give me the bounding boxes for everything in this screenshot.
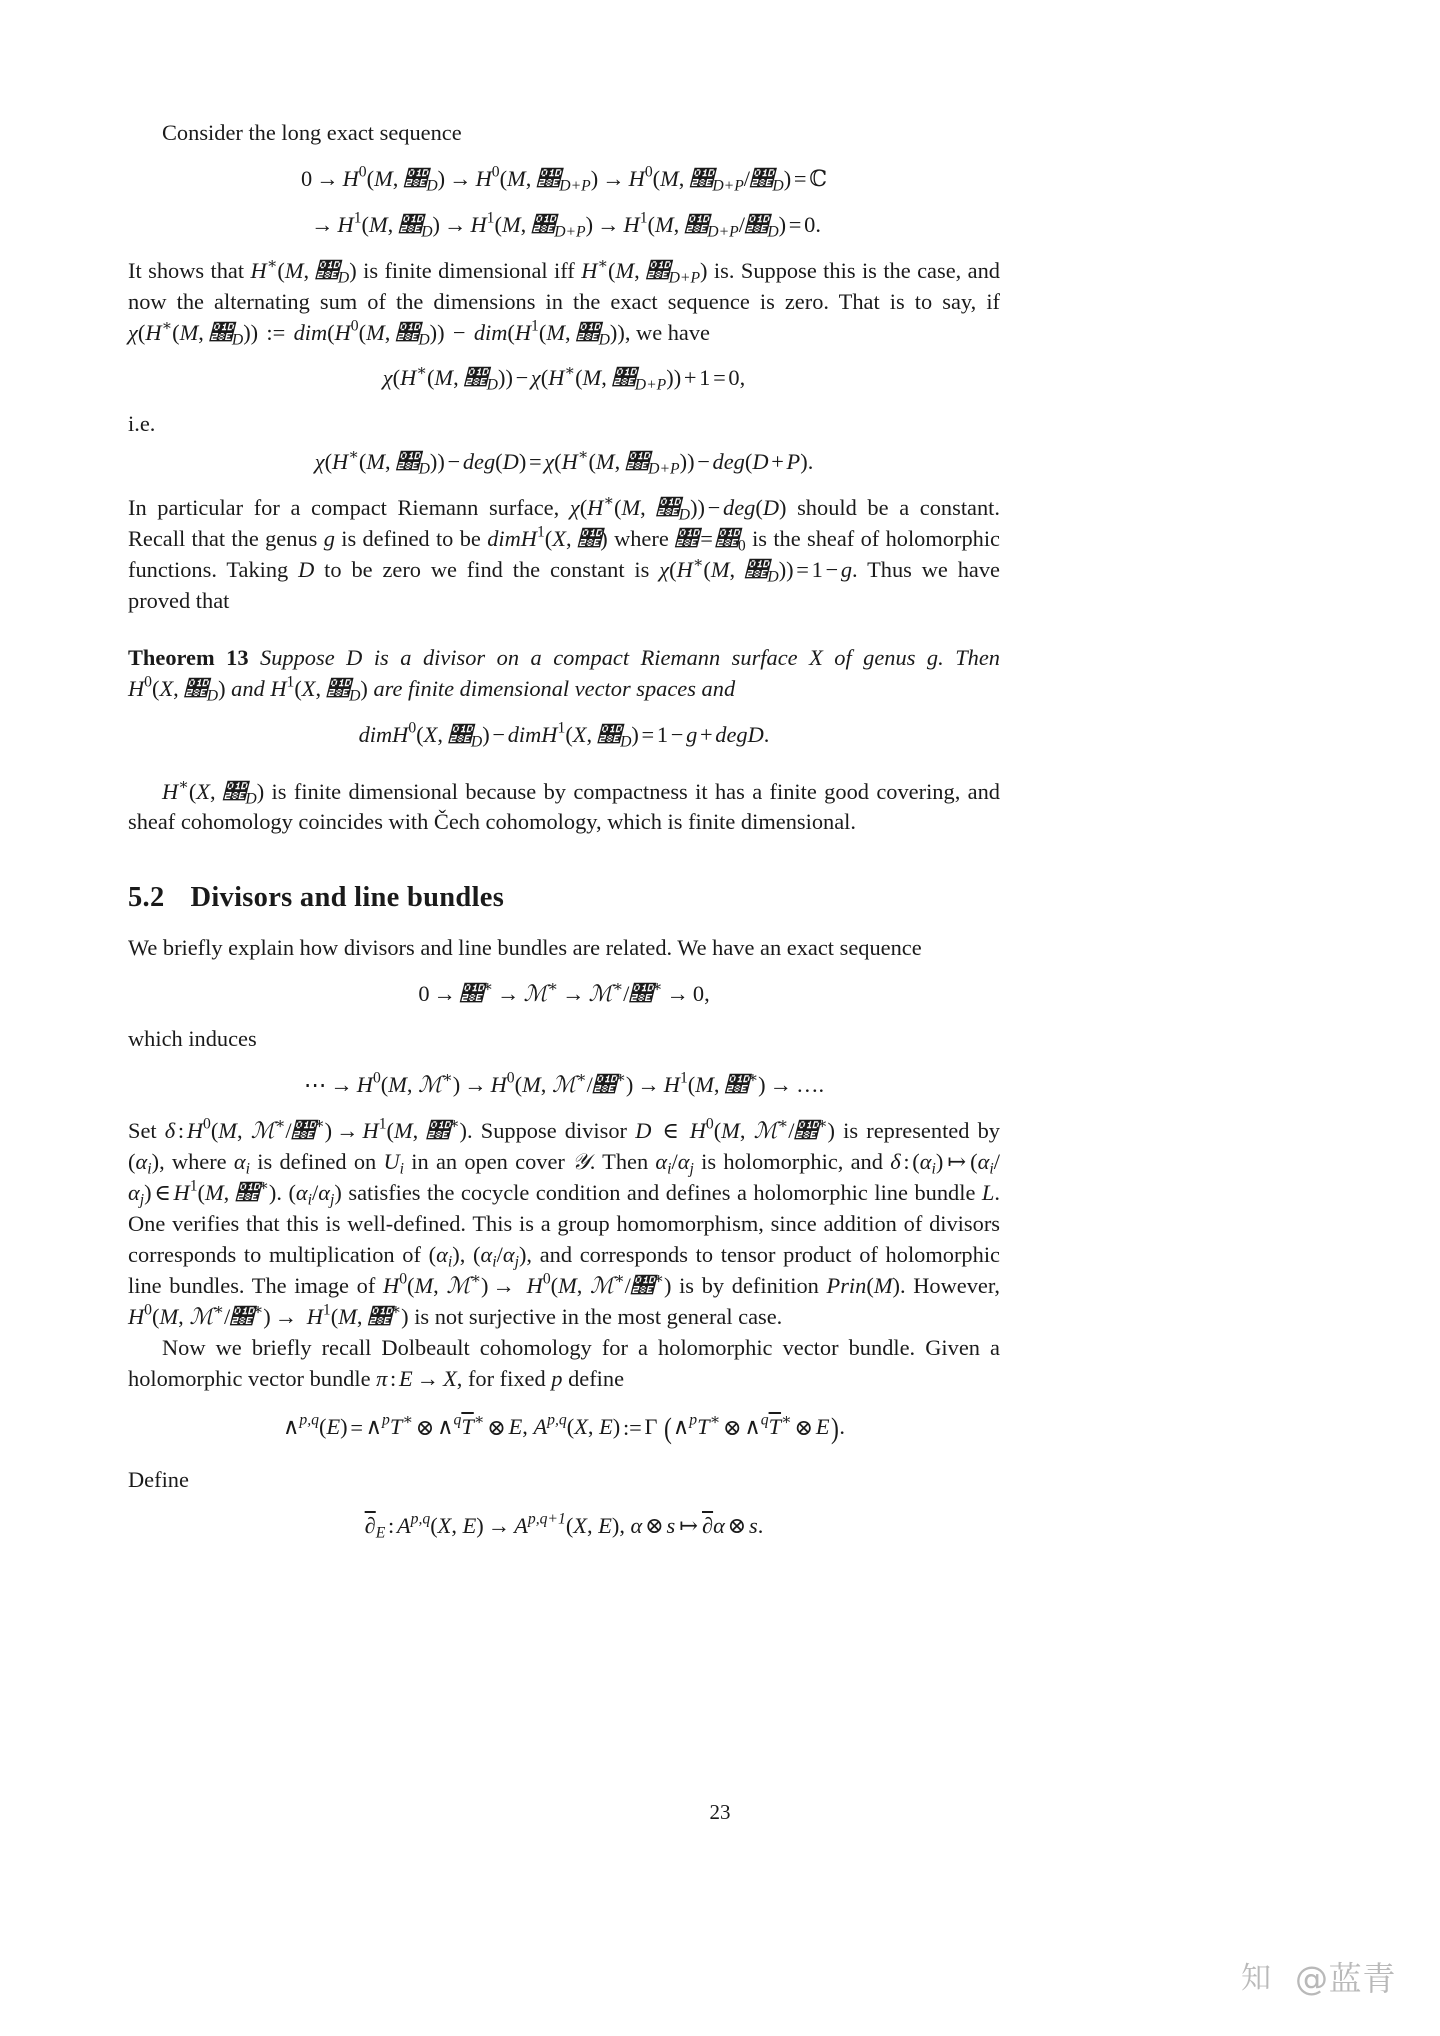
section-heading-5-2 — [128, 878, 1000, 917]
zhihu-logo-icon — [1241, 1956, 1283, 1998]
theorem-label: Theorem 13 — [128, 644, 249, 670]
watermark-text: @蓝青 — [1295, 1959, 1396, 1998]
page-content — [128, 118, 1000, 1542]
equation-long-exact-sequence-line1: $0 \to H^0(M$, $𝊎_D) \to H^0(M$, $𝊎_{D+P}) \to H^0(M$, $𝊎_{D+P}/𝊎_D$) = ℂ — [300, 163, 828, 195]
equation-long-exact-sequence-line2: → $H^1(M$, $𝊎_D) \to H^1(M$, $𝊎_{D+P}) \to H^1(M$, $𝊎_{D+P}/𝊎_D) = 0$. — [311, 209, 821, 241]
section-number: 5.2 — [128, 882, 165, 914]
equation-induced-cohomology-sequence: ⋯ → $H^0(M$, ℳ∗) → $H^0(M$, ℳ∗/𝊎∗) → $H^1(M$, 𝊎∗) → …. — [303, 1069, 825, 1099]
equation-chi-minus-deg: χ(H∗(M, $𝊎_D)) - deg(D) = \chi(H^∗(M$, $𝊎_{D+P})) - deg(D + P)$. — [314, 446, 814, 478]
equation-riemann-roch: dimH$^0$(X, $𝊎_D$) − dimH$^1$(X, $𝊎_D) = 1 - g$ + degD. — [358, 718, 770, 751]
paragraph-finite-dimensional: It shows that H∗(M, $𝊎_D$) is finite dimensional iff H∗(M, $𝊎_{D+P}$) is. Suppose this is the case, and now the alternating sum of the dimensions in the exact sequence is zero. That is to say, if χ(H∗(M, $𝊎_D$)) := $dim(H^0(M$, $𝊎_D)) - dim(H^1(M$, $𝊎_D$)), we have — [128, 255, 1000, 349]
intro-paragraph: Consider the long exact sequence — [162, 120, 462, 145]
which-induces-line: which induces — [128, 1026, 257, 1052]
page-number: 23 — [709, 1800, 731, 1824]
ie-line: i.e. — [128, 411, 156, 437]
paragraph-cech-cohomology: H∗(X, $𝊎_D$) is finite dimensional because by compactness it has a finite good covering, and sheaf cohomology coincides with Čech cohomology, which is finite dimensional. — [128, 775, 1001, 835]
equation-chi-difference: χ(H∗(M, $𝊎_D)) - \chi(H^∗(M$, $𝊎_{D+P})) + 1 = 0$, — [382, 362, 746, 395]
svg-text:知: 知 — [1241, 1960, 1272, 1996]
equation-wedge-forms: ∧$^{p,q}$(E) = ∧$^p$T∗ ⊗ $\wedge^q\overline{T}^∗$ ⊗ E, A$^{p,q}$(X, E) := Γ (∧$^p$T∗ ⊗ $\wedge^q\overline{T}^∗$ ⊗ E). — [283, 1411, 845, 1446]
paragraph-delta-line-bundle: Set δ : $H^0(M$, ℳ∗/𝊎∗) → $H^1(M$, 𝊎∗). Suppose divisor D ∈ $H^0(M$, ℳ∗/𝊎∗) is represented by $(\alpha_i)$, where $\alpha_i$ is defined on $U_i$ in an open cover 𝒴. Then $\alpha_i/\alpha_j$ is holomorphic, and δ : $(\alpha_i)$ ↦ $(\alpha_i/\alpha_j)$ ∈ $H^1(M$, 𝊎∗). $(\alpha_i/\alpha_j)$ satisfies the cocycle condition and defines a holomorphic line bundle L. One verifies that this is well-defined. This is a group homomorphism, since addition of divisors corresponds to multiplication of $(\alpha_i)$, $(\alpha_i/\alpha_j)$, and corresponds to tensor product of holomorphic line bundles. The image of $H^0(M$, ℳ∗) → $H^0(M$, ℳ∗/𝊎∗) is by definition Prin(M). However, $H^0(M$, ℳ∗/𝊎∗) → $H^1(M$, 𝊎∗) is not surjective in the most general case. — [128, 1115, 1000, 1330]
define-line: Define — [128, 1467, 189, 1493]
theorem-13: Theorem 13 Suppose D is a divisor on a compact Riemann surface X of genus g. Then $H^0(X$, $𝊎_D$) and $H^1(X$, $𝊎_D$) are finite dimensional vector spaces and — [128, 644, 1001, 705]
equation-dbar-operator: $\partial_E$ : A$^{p,q}$(X, $E) \to A^{p,q+1}(X$, E), α ⊗ s ↦ ∂α ⊗ s. — [364, 1510, 764, 1542]
paragraph-genus-constant: In particular for a compact Riemann surface, χ(H∗(M, $𝊎_D)) - deg(D)$ should be a constant. Recall that the genus g is defined to be dimH$^1$(X, 𝊎) where 𝊎 = $𝊎_0$ is the sheaf of holomorphic functions. Taking D to be zero we find the constant is χ(H∗(M, $𝊎_D)) = 1 - g$. Thus we have proved that — [128, 492, 1000, 613]
paragraph-dolbeault: Now we briefly recall Dolbeault cohomology for a holomorphic vector bundle. Given a holomorphic vector bundle π : E → X, for fixed p define — [128, 1334, 1000, 1391]
zhihu-watermark — [1241, 1953, 1396, 2000]
paragraph-divisors-line-bundles-intro: We briefly explain how divisors and line bundles are related. We have an exact sequence — [128, 934, 922, 960]
equation-exact-sequence-sheaves: 0 → 𝊎∗ → ℳ∗ → ℳ∗/𝊎∗ → 0, — [418, 977, 710, 1007]
section-title: Divisors and line bundles — [190, 882, 505, 914]
